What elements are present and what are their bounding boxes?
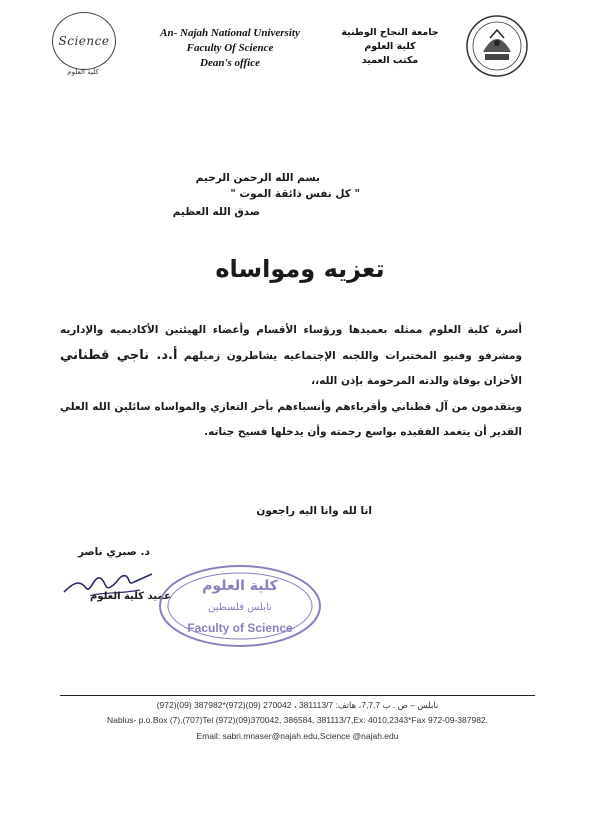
university-name-en: An- Najah National University: [160, 27, 300, 39]
science-logo-text: Science: [58, 34, 110, 48]
verse-closing: صدق الله العظيم: [172, 206, 260, 218]
faculty-name-en: Faculty Of Science: [186, 42, 274, 54]
quran-verse: " كل نفس ذائقة الموت ": [230, 188, 360, 200]
stamp-english: Faculty of Science: [187, 621, 293, 635]
footer-address-en: Nablus- p.o.Box (7),(707)Tel (972)(09)370042, 386584, 381113/7,Ex: 4010,2343*Fax 972-09-387982.: [106, 715, 489, 725]
footer-divider: [60, 695, 535, 696]
footer-email: Email: sabri.mnaser@najah.edu,Science @najah.edu: [196, 731, 399, 741]
signer-name: د. صبري ناصر: [78, 546, 150, 558]
faculty-name-ar: كلية العلوم: [364, 41, 416, 52]
university-seal-icon: [457, 12, 551, 80]
closing-phrase: انا لله وانا اليه راجعون: [256, 505, 372, 517]
faculty-stamp: [155, 560, 325, 652]
header-english: [150, 26, 310, 71]
basmala: بسم الله الرحمن الرحيم: [195, 172, 320, 184]
header-arabic: [340, 26, 440, 68]
office-name-ar: مكتب العميد: [361, 55, 419, 66]
para1-text-a: أسرة كلية العلوم ممثله بعميدها ورؤساء الأقسام وأعضاء الهيئتين الأكاديميه والإداريه ومشرفو وفنيو المختبرات واللجنه الإجتماعيه يشاطرون زميلهم: [60, 324, 522, 362]
science-logo: [52, 12, 116, 70]
footer-address-ar: نابلس – ص . ب 7,7,7، هاتف: 381113/7 ، 270042 (09)(972)*387982 (09)(972): [156, 700, 439, 710]
para1-text-b: الأحزان بوفاة والدته المرحومة بإذن الله،،: [311, 375, 522, 387]
science-logo-caption: كلية العلوم: [67, 68, 99, 76]
condolence-paragraph-2: ويتقدمون من آل قطناني وأقرباءهم وأنسباءهم بأحر التعازي والمواساه سائلين الله العلي القدير أن يتغمد الفقيده بواسع رحمته وأن يدخلها فسيح جناته.: [60, 401, 522, 438]
handwritten-signature: [60, 552, 156, 612]
office-name-en: Dean's office: [200, 57, 260, 69]
deceased-relative-name: أ.د. ناجي قطناني: [60, 348, 178, 363]
condolence-paragraph-1: [60, 318, 522, 394]
stamp-arabic-mid: نابلس فلسطين: [208, 602, 272, 613]
signer-title: عميد كلية العلوم: [90, 591, 171, 602]
stamp-arabic-top: كلية العلوم: [202, 578, 278, 594]
page-title: تعزيه ومواساه: [215, 255, 385, 283]
university-name-ar: جامعة النجاح الوطنية: [341, 27, 439, 38]
